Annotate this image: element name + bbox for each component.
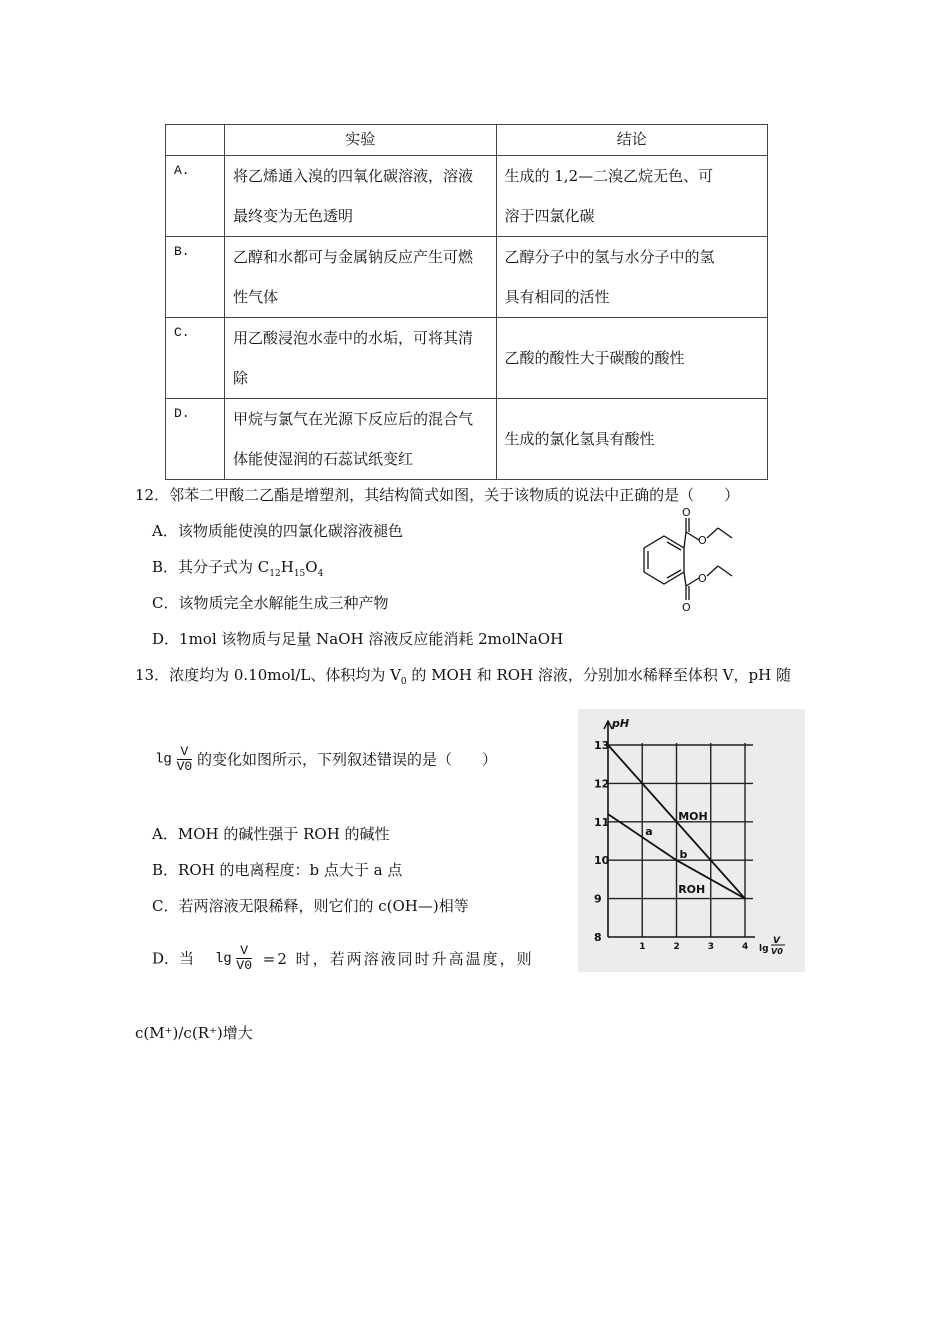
x-axis-label-lg: lg bbox=[759, 944, 769, 954]
experiment-text: 体能使湿润的石蕊试纸变红 bbox=[233, 450, 414, 468]
q13-stem-text: 的 MOH 和 ROH 溶液，分别加水稀释至体积 V，pH 随 bbox=[406, 666, 791, 684]
q12-option-b bbox=[152, 557, 323, 584]
fraction-numerator: V bbox=[236, 944, 252, 959]
table-row bbox=[166, 237, 768, 318]
conclusion-cell bbox=[496, 237, 768, 318]
experiment-text: 性气体 bbox=[233, 288, 279, 306]
q13-option-a: A．MOH 的碱性强于 ROH 的碱性 bbox=[152, 825, 390, 843]
experiment-cell bbox=[225, 237, 497, 318]
y-tick-label: 13 bbox=[594, 739, 610, 752]
q12-option-a: A．该物质能使溴的四氯化碳溶液褪色 bbox=[152, 522, 403, 540]
q13-option-d bbox=[152, 944, 534, 973]
header-cell-experiment: 实验 bbox=[225, 125, 497, 156]
table-row bbox=[166, 156, 768, 237]
conclusion-text: 生成的氯化氢具有酸性 bbox=[504, 430, 655, 448]
experiment-text: 甲烷与氯气在光源下反应后的混合气 bbox=[233, 410, 474, 428]
row-label: D. bbox=[166, 399, 225, 480]
point-label-a: a bbox=[645, 825, 653, 839]
x-axis-label-numerator: V bbox=[773, 936, 780, 946]
ph-chart-svg bbox=[578, 709, 805, 972]
formula-subscript: 15 bbox=[293, 569, 306, 579]
formula-text: O bbox=[305, 558, 318, 576]
point-label-b: b bbox=[679, 848, 688, 862]
formula-text: H bbox=[280, 558, 294, 576]
q13-last-line: c(M⁺)/c(R⁺)增大 bbox=[135, 1024, 253, 1042]
q13-option-b: B．ROH 的电离程度：b 点大于 a 点 bbox=[152, 861, 403, 879]
x-tick-label: 1 bbox=[639, 942, 646, 952]
lg-label: lg bbox=[214, 950, 232, 967]
experiment-cell bbox=[225, 318, 497, 399]
diethyl-phthalate-structure-diagram bbox=[636, 506, 746, 614]
q13-option-d-text: D．当 bbox=[152, 949, 195, 968]
q13-option-d-text: =2 时，若两溶液同时升高温度，则 bbox=[262, 949, 534, 968]
experiment-text: 将乙烯通入溴的四氧化碳溶液，溶液 bbox=[233, 167, 474, 185]
experiment-text: 除 bbox=[233, 369, 249, 387]
oxygen-atom-label: O bbox=[682, 506, 691, 519]
experiment-table bbox=[165, 124, 768, 480]
q13-option-c: C．若两溶液无限稀释，则它们的 c(OH—)相等 bbox=[152, 897, 469, 915]
x-axis-label-denominator: V0 bbox=[771, 947, 783, 956]
fraction-denominator: V0 bbox=[236, 958, 253, 973]
conclusion-text: 溶于四氯化碳 bbox=[504, 207, 595, 225]
row-label: A. bbox=[166, 156, 225, 237]
conclusion-cell bbox=[496, 318, 768, 399]
experiment-text: 最终变为无色透明 bbox=[233, 207, 354, 225]
table-row bbox=[166, 399, 768, 480]
experiment-cell bbox=[225, 156, 497, 237]
q12-stem: 12．邻苯二甲酸二乙酯是增塑剂，其结构简式如图，关于该物质的说法中正确的是（ ） bbox=[135, 486, 740, 504]
formula-subscript: 12 bbox=[269, 569, 281, 579]
fraction-v-over-v0 bbox=[177, 745, 193, 774]
y-tick-label: 12 bbox=[594, 777, 610, 791]
q13-stem bbox=[135, 665, 791, 692]
oxygen-atom-label: O bbox=[698, 572, 707, 585]
q13-stem-text: 13．浓度均为 0.10mol/L、体积均为 V bbox=[135, 666, 401, 684]
fraction-numerator: V bbox=[177, 745, 193, 760]
q12-option-c: C．该物质完全水解能生成三种产物 bbox=[152, 594, 389, 612]
conclusion-text: 具有相同的活性 bbox=[504, 288, 610, 306]
experiment-text: 乙醇和水都可与金属钠反应产生可燃 bbox=[233, 248, 474, 266]
q13-stem-line2 bbox=[155, 745, 497, 774]
conclusion-cell bbox=[496, 156, 768, 237]
oxygen-atom-label: O bbox=[682, 601, 691, 614]
y-tick-label: 9 bbox=[594, 892, 602, 906]
fraction-denominator: V0 bbox=[176, 759, 193, 774]
row-label: B. bbox=[166, 237, 225, 318]
y-axis-label: pH bbox=[612, 717, 630, 730]
y-tick-label: 10 bbox=[594, 854, 610, 868]
y-tick-label: 8 bbox=[594, 931, 602, 944]
q13-stem-text: 的变化如图所示，下列叙述错误的是（ ） bbox=[196, 750, 497, 769]
conclusion-text: 乙醇分子中的氢与水分子中的氢 bbox=[504, 248, 715, 266]
table-row bbox=[166, 318, 768, 399]
lg-label: lg bbox=[155, 751, 172, 768]
header-cell-conclusion: 结论 bbox=[496, 125, 768, 156]
series-label-roh: ROH bbox=[678, 882, 706, 896]
q12-option-d: D．1mol 该物质与足量 NaOH 溶液反应能消耗 2molNaOH bbox=[152, 630, 564, 648]
fraction-v-over-v0 bbox=[236, 944, 252, 973]
conclusion-cell bbox=[496, 399, 768, 480]
formula-text: B．其分子式为 C bbox=[152, 558, 270, 576]
x-tick-label: 3 bbox=[707, 942, 715, 952]
formula-subscript: 4 bbox=[317, 569, 324, 579]
row-label: C. bbox=[166, 318, 225, 399]
oxygen-atom-label: O bbox=[698, 534, 707, 547]
table-header-row bbox=[166, 125, 768, 156]
series-label-moh: MOH bbox=[678, 809, 708, 823]
x-tick-label: 4 bbox=[742, 942, 749, 952]
x-tick-label: 2 bbox=[673, 942, 680, 952]
y-tick-label: 11 bbox=[594, 815, 610, 829]
experiment-text: 用乙酸浸泡水壶中的水垢，可将其清 bbox=[233, 329, 474, 347]
conclusion-text: 生成的 1,2—二溴乙烷无色、可 bbox=[504, 167, 714, 185]
experiment-cell bbox=[225, 399, 497, 480]
ph-dilution-graph bbox=[578, 709, 805, 972]
q13-stem-subscript: 0 bbox=[400, 677, 407, 687]
header-cell-empty bbox=[166, 125, 225, 156]
conclusion-text: 乙酸的酸性大于碳酸的酸性 bbox=[504, 349, 685, 367]
